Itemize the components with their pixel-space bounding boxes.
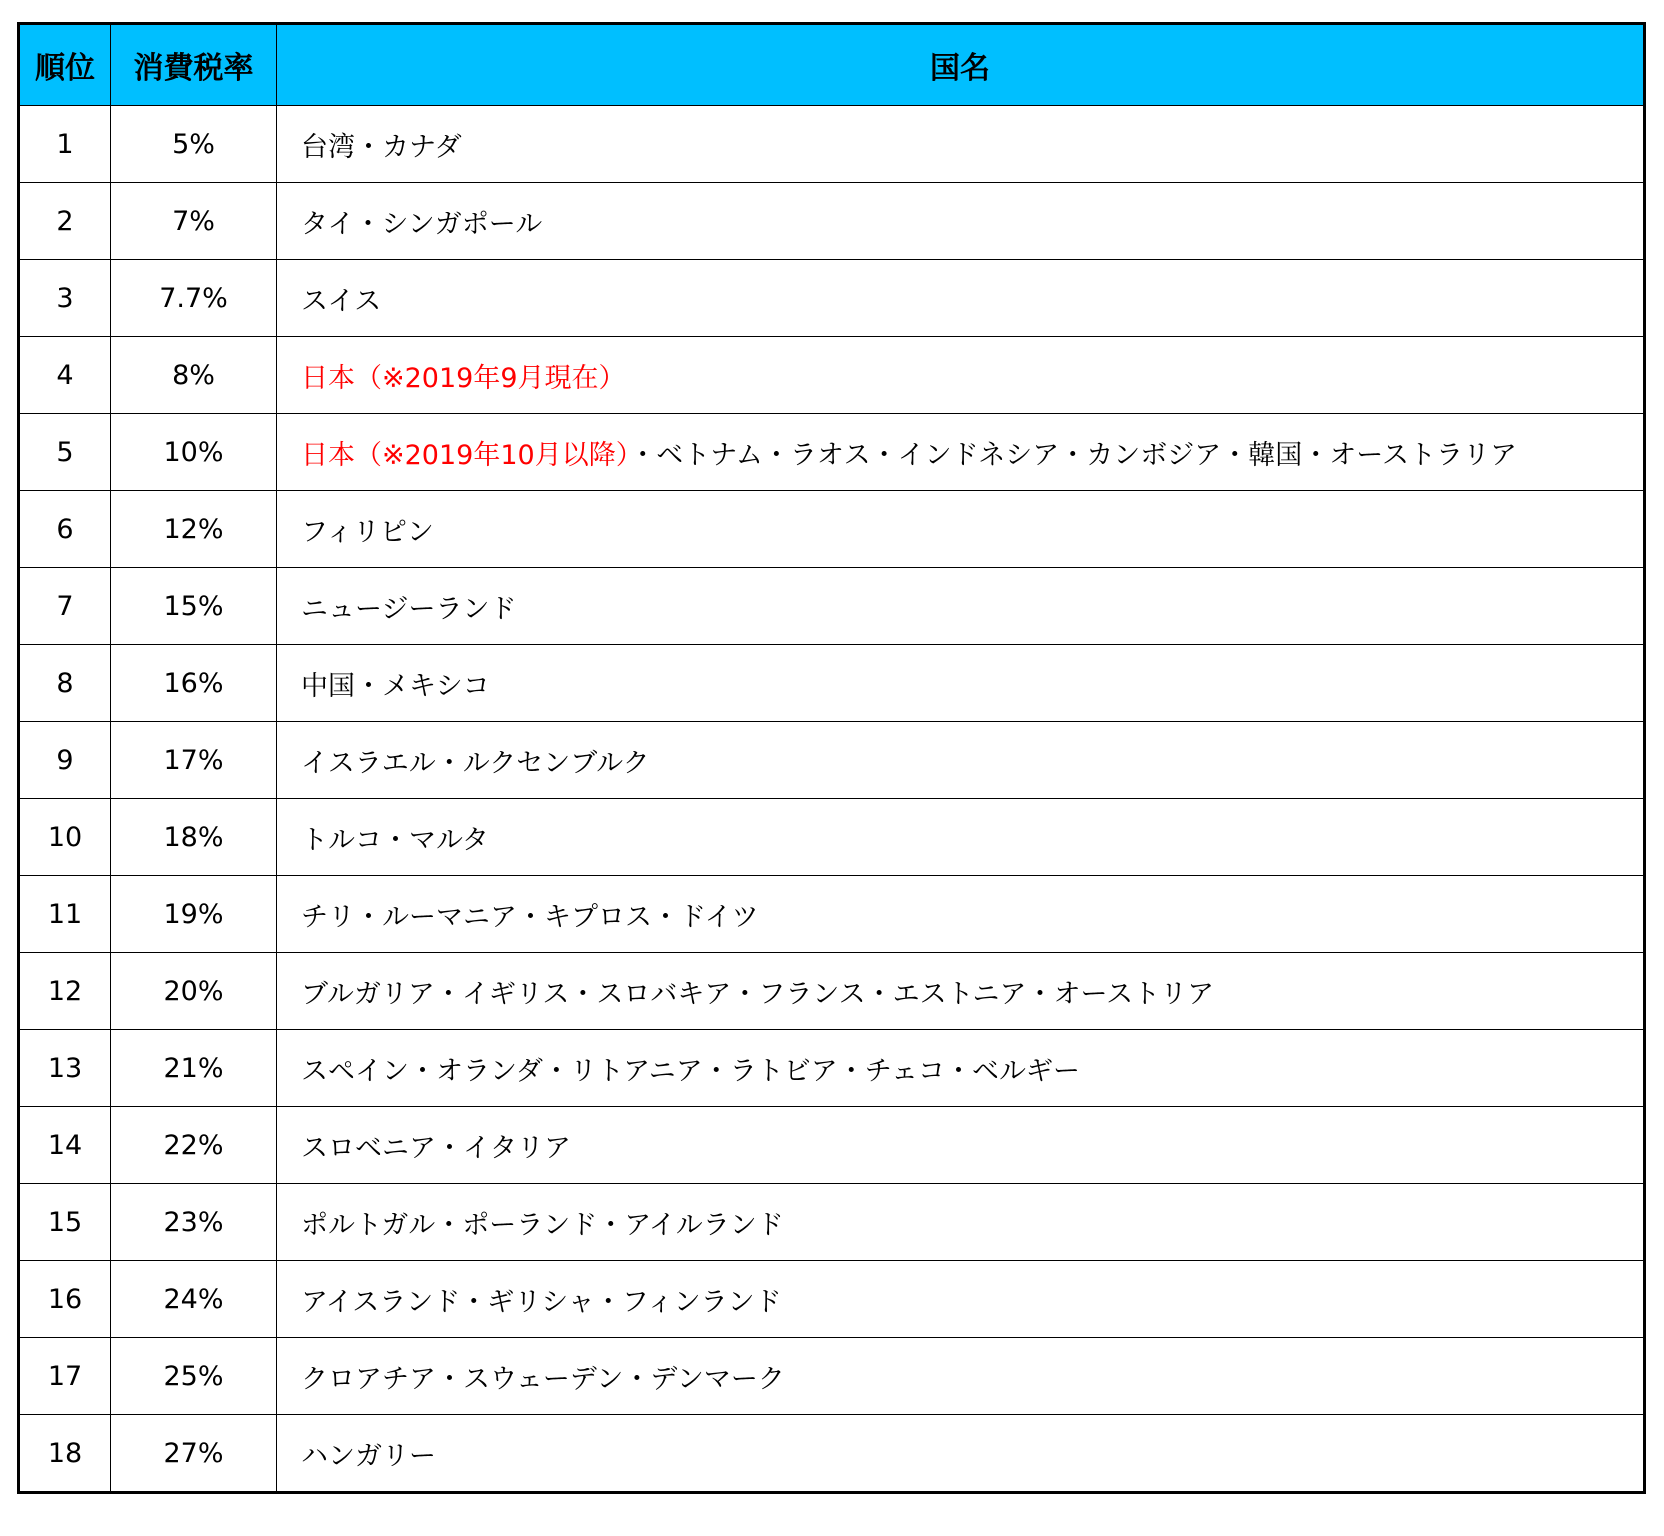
rate-cell: 5% <box>111 106 277 183</box>
rank-cell: 9 <box>19 722 111 799</box>
rank-cell: 8 <box>19 645 111 722</box>
table-row <box>19 568 1645 645</box>
countries-cell: チリ・ルーマニア・キプロス・ドイツ <box>277 876 1645 953</box>
rate-cell: 27% <box>111 1415 277 1493</box>
countries-cell: スペイン・オランダ・リトアニア・ラトビア・チェコ・ベルギー <box>277 1030 1645 1107</box>
countries-cell: アイスランド・ギリシャ・フィンランド <box>277 1261 1645 1338</box>
countries-cell: 中国・メキシコ <box>277 645 1645 722</box>
rate-cell: 23% <box>111 1184 277 1261</box>
table-row <box>19 1338 1645 1415</box>
rank-cell: 4 <box>19 337 111 414</box>
rate-cell: 25% <box>111 1338 277 1415</box>
table-row <box>19 337 1645 414</box>
rank-cell: 6 <box>19 491 111 568</box>
japan-highlight-text: 日本（※2019年10月以降） <box>301 439 630 471</box>
rate-cell: 18% <box>111 799 277 876</box>
rate-cell: 24% <box>111 1261 277 1338</box>
rank-cell: 16 <box>19 1261 111 1338</box>
rank-cell: 7 <box>19 568 111 645</box>
rate-cell: 8% <box>111 337 277 414</box>
rank-cell: 10 <box>19 799 111 876</box>
rate-cell: 12% <box>111 491 277 568</box>
table-row <box>19 183 1645 260</box>
rank-cell: 14 <box>19 1107 111 1184</box>
countries-cell: タイ・シンガポール <box>277 183 1645 260</box>
consumption-tax-table <box>17 22 1646 1494</box>
rank-cell: 15 <box>19 1184 111 1261</box>
rate-cell: 15% <box>111 568 277 645</box>
table-row <box>19 414 1645 491</box>
countries-cell: ポルトガル・ポーランド・アイルランド <box>277 1184 1645 1261</box>
table-row <box>19 1415 1645 1493</box>
table-row <box>19 106 1645 183</box>
countries-cell: フィリピン <box>277 491 1645 568</box>
rate-cell: 19% <box>111 876 277 953</box>
table-row <box>19 1184 1645 1261</box>
countries-cell: スロベニア・イタリア <box>277 1107 1645 1184</box>
rate-cell: 10% <box>111 414 277 491</box>
countries-cell: 台湾・カナダ <box>277 106 1645 183</box>
countries-cell: トルコ・マルタ <box>277 799 1645 876</box>
table-row <box>19 953 1645 1030</box>
table-row <box>19 491 1645 568</box>
countries-cell: ブルガリア・イギリス・スロバキア・フランス・エストニア・オーストリア <box>277 953 1645 1030</box>
countries-cell <box>277 414 1645 491</box>
rank-header: 順位 <box>19 24 111 106</box>
rank-cell: 17 <box>19 1338 111 1415</box>
rate-cell: 17% <box>111 722 277 799</box>
rate-cell: 20% <box>111 953 277 1030</box>
table-row <box>19 645 1645 722</box>
rank-cell: 1 <box>19 106 111 183</box>
rate-cell: 7% <box>111 183 277 260</box>
rate-header: 消費税率 <box>111 24 277 106</box>
countries-cell <box>277 337 1645 414</box>
table-row <box>19 1261 1645 1338</box>
rate-cell: 16% <box>111 645 277 722</box>
countries-cell: スイス <box>277 260 1645 337</box>
rank-cell: 12 <box>19 953 111 1030</box>
rank-cell: 13 <box>19 1030 111 1107</box>
rank-cell: 2 <box>19 183 111 260</box>
countries-cell: イスラエル・ルクセンブルク <box>277 722 1645 799</box>
countries-cell: ハンガリー <box>277 1415 1645 1493</box>
table-row <box>19 1030 1645 1107</box>
rank-cell: 5 <box>19 414 111 491</box>
header-row <box>19 24 1645 106</box>
table-row <box>19 876 1645 953</box>
rate-cell: 21% <box>111 1030 277 1107</box>
table-row <box>19 260 1645 337</box>
countries-cell: クロアチア・スウェーデン・デンマーク <box>277 1338 1645 1415</box>
japan-highlight-text: 日本（※2019年9月現在） <box>301 362 626 394</box>
rate-cell: 22% <box>111 1107 277 1184</box>
rank-cell: 11 <box>19 876 111 953</box>
countries-cell: ニュージーランド <box>277 568 1645 645</box>
table-row <box>19 799 1645 876</box>
countries-text: ・ベトナム・ラオス・インドネシア・カンボジア・韓国・オーストラリア <box>629 439 1517 471</box>
rate-cell: 7.7% <box>111 260 277 337</box>
table-row <box>19 722 1645 799</box>
table-row <box>19 1107 1645 1184</box>
rank-cell: 18 <box>19 1415 111 1493</box>
countries-header: 国名 <box>277 24 1645 106</box>
rank-cell: 3 <box>19 260 111 337</box>
